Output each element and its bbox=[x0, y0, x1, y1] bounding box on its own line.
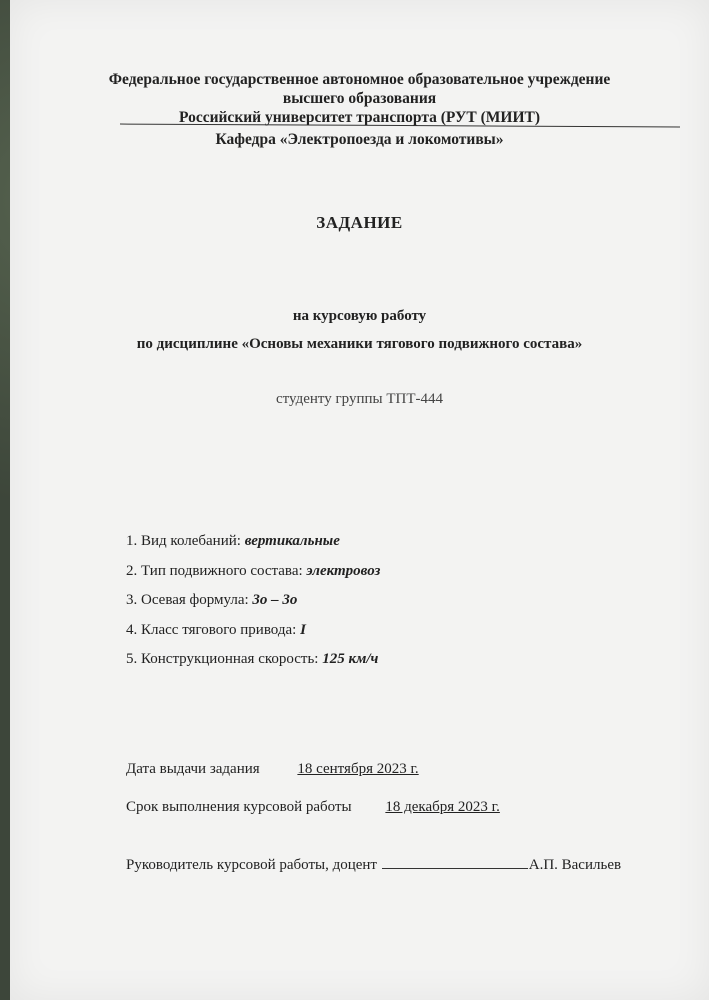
param-value: 3о – 3о bbox=[252, 592, 298, 608]
student-group: студенту группы ТПТ-444 bbox=[276, 391, 443, 407]
deadline-date: 18 декабря 2023 г. bbox=[385, 799, 500, 815]
parameter-list bbox=[126, 527, 380, 675]
document-title: ЗАДАНИЕ bbox=[316, 213, 403, 232]
list-item bbox=[126, 616, 380, 646]
department-name: Кафедра «Электропоезда и локомотивы» bbox=[215, 131, 504, 148]
list-item bbox=[126, 527, 380, 557]
supervisor-name: А.П. Васильев bbox=[528, 857, 622, 873]
document-sheet bbox=[10, 0, 709, 1000]
list-item bbox=[126, 645, 380, 675]
subtitle-line-2: по дисциплине «Основы механики тягового подвижного состава» bbox=[136, 336, 583, 352]
param-value: I bbox=[300, 621, 306, 638]
param-label: 2. Тип подвижного состава: bbox=[126, 562, 307, 579]
list-item bbox=[126, 557, 380, 587]
org-line-1: Федеральное государственное автономное образовательное учреждение bbox=[108, 71, 611, 88]
university-name: Российский университет транспорта (РУТ (МИИТ) bbox=[178, 109, 541, 126]
list-item bbox=[126, 586, 380, 616]
param-label: 4. Класс тягового привода: bbox=[126, 621, 301, 638]
issue-date-row bbox=[126, 761, 419, 778]
param-label: 3. Осевая формула: bbox=[126, 592, 253, 608]
header bbox=[10, 70, 709, 127]
org-line-2: высшего образования bbox=[282, 90, 437, 107]
deadline-row bbox=[126, 799, 500, 816]
param-label: 5. Конструкционная скорость: bbox=[126, 651, 323, 667]
deadline-label: Срок выполнения курсовой работы bbox=[126, 799, 352, 815]
supervisor-label: Руководитель курсовой работы, доцент bbox=[126, 857, 377, 873]
subtitle-line-1: на курсовую работу bbox=[292, 308, 427, 324]
supervisor-row bbox=[126, 856, 621, 874]
param-value: электровоз bbox=[306, 562, 381, 579]
param-label: 1. Вид колебаний: bbox=[126, 533, 245, 549]
issue-date: 18 сентября 2023 г. bbox=[297, 761, 419, 777]
signature-line bbox=[382, 856, 528, 869]
param-value: 125 км/ч bbox=[322, 651, 379, 667]
issue-label: Дата выдачи задания bbox=[126, 761, 260, 777]
subtitle bbox=[10, 302, 709, 358]
param-value: вертикальные bbox=[244, 533, 340, 549]
